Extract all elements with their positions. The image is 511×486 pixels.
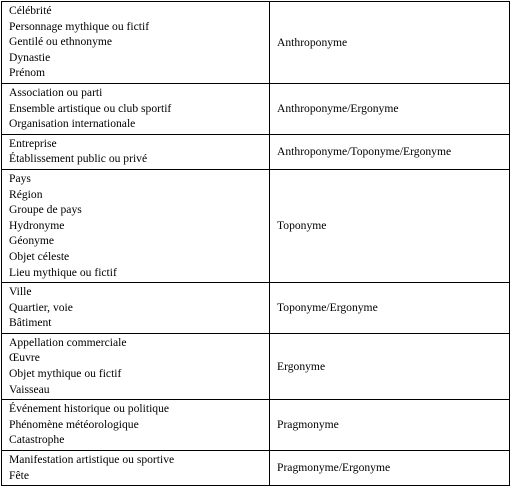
category-label: Anthroponyme/Ergonyme — [277, 102, 399, 116]
table-row — [2, 83, 510, 134]
table-row — [2, 169, 510, 282]
category-cell — [270, 451, 510, 486]
subcategory-cell — [2, 451, 270, 486]
subcategory-item: Œuvre — [9, 351, 40, 365]
subcategory-item: Ville — [9, 285, 32, 299]
category-label: Toponyme — [277, 219, 327, 233]
subcategory-item: Ensemble artistique ou club sportif — [9, 101, 172, 115]
subcategory-cell — [2, 2, 270, 84]
subcategory-item: Dynastie — [9, 50, 51, 64]
subcategory-item: Phénomène météorologique — [9, 417, 139, 431]
table-row — [2, 451, 510, 486]
category-cell — [270, 2, 510, 84]
subcategory-item: Manifestation artistique ou sportive — [9, 453, 175, 467]
category-cell — [270, 83, 510, 134]
subcategory-item: Bâtiment — [9, 316, 52, 330]
subcategory-cell — [2, 169, 270, 282]
category-label: Anthroponyme — [277, 35, 348, 49]
subcategory-item: Prénom — [9, 66, 46, 80]
category-cell — [270, 283, 510, 334]
subcategory-item: Groupe de pays — [9, 203, 82, 217]
subcategory-item: Objet mythique ou fictif — [9, 367, 122, 381]
subcategory-item: Catastrophe — [9, 433, 65, 447]
subcategory-item: Association ou parti — [9, 85, 103, 99]
subcategory-item: Personnage mythique ou fictif — [9, 19, 150, 33]
subcategory-item: Célébrité — [9, 4, 52, 17]
subcategory-item: Région — [9, 187, 43, 201]
subcategory-item: Établissement public ou privé — [9, 152, 148, 166]
subcategory-item: Organisation internationale — [9, 117, 136, 131]
subcategory-cell — [2, 333, 270, 399]
category-cell — [270, 169, 510, 282]
subcategory-item: Pays — [9, 171, 31, 185]
classification-table — [1, 1, 510, 486]
category-cell — [270, 333, 510, 399]
subcategory-item: Entreprise — [9, 136, 57, 150]
category-cell — [270, 400, 510, 451]
subcategory-item: Géonyme — [9, 234, 55, 248]
subcategory-item: Fête — [9, 468, 29, 482]
category-label: Toponyme/Ergonyme — [277, 301, 378, 315]
category-label: Pragmonyme — [277, 418, 339, 432]
table-row — [2, 400, 510, 451]
category-label: Anthroponyme/Toponyme/Ergonyme — [277, 145, 452, 159]
subcategory-item: Gentilé ou ethnonyme — [9, 35, 113, 49]
category-label: Pragmonyme/Ergonyme — [277, 461, 391, 475]
table-row — [2, 134, 510, 169]
table-row — [2, 333, 510, 399]
subcategory-item: Objet céleste — [9, 249, 70, 263]
category-label: Ergonyme — [277, 359, 326, 373]
subcategory-item: Hydronyme — [9, 218, 65, 232]
subcategory-cell — [2, 400, 270, 451]
subcategory-item: Quartier, voie — [9, 300, 73, 314]
subcategory-item: Événement historique ou politique — [9, 402, 170, 416]
subcategory-cell — [2, 283, 270, 334]
subcategory-cell — [2, 134, 270, 169]
subcategory-item: Vaisseau — [9, 382, 50, 396]
subcategory-item: Appellation commerciale — [9, 335, 127, 349]
table-row — [2, 2, 510, 84]
subcategory-cell — [2, 83, 270, 134]
category-cell — [270, 134, 510, 169]
subcategory-item: Lieu mythique ou fictif — [9, 265, 117, 279]
table-row — [2, 283, 510, 334]
